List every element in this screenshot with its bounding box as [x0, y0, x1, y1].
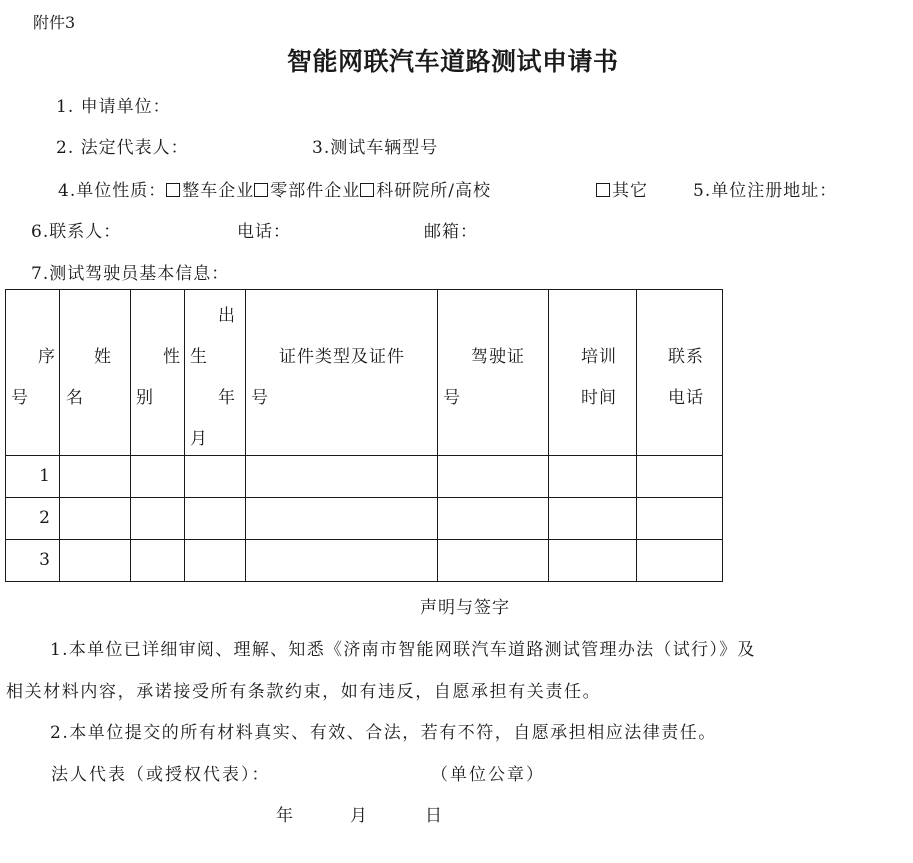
header-seq-line1: 序	[38, 347, 56, 367]
cell-phone[interactable]	[637, 456, 723, 498]
cell-id[interactable]	[246, 456, 438, 498]
header-gender-line1: 性	[163, 347, 181, 367]
header-id	[246, 290, 438, 456]
other-option	[596, 176, 648, 201]
driver-info-label: 7.测试驾驶员基本信息：	[31, 264, 230, 284]
cell-birth[interactable]	[185, 456, 246, 498]
header-seq	[6, 290, 60, 456]
row-number: 1	[39, 466, 51, 486]
table-header-row	[6, 290, 723, 456]
date-year: 年	[276, 806, 294, 826]
cell-gender[interactable]	[131, 498, 185, 540]
option-other: 其它	[612, 181, 648, 201]
cell-seq	[6, 456, 60, 498]
option-parts-enterprise: 零部件企业	[270, 181, 361, 201]
cell-id[interactable]	[246, 498, 438, 540]
document-title: 智能网联汽车道路测试申请书	[287, 47, 619, 76]
row-number: 3	[39, 550, 51, 570]
reg-address-label: 5.单位注册地址：	[693, 181, 838, 201]
attachment-label: 附件3	[33, 13, 76, 32]
declaration-heading: 声明与签字	[420, 598, 510, 618]
header-birth	[185, 290, 246, 456]
cell-license[interactable]	[438, 456, 549, 498]
cell-name[interactable]	[60, 498, 131, 540]
row-number: 2	[39, 508, 51, 528]
cell-gender[interactable]	[131, 456, 185, 498]
cell-birth[interactable]	[185, 540, 246, 582]
applicant-unit-label: 1. 申请单位：	[56, 97, 171, 117]
header-name	[60, 290, 131, 456]
table-row	[6, 498, 723, 540]
contact-label: 6.联系人：	[31, 222, 122, 242]
table-row	[6, 456, 723, 498]
header-id-line2: 号	[251, 388, 269, 408]
legal-sign-label: 法人代表（或授权代表）：	[51, 765, 271, 785]
header-training-line1: 培训	[581, 347, 617, 367]
cell-seq	[6, 540, 60, 582]
cell-training[interactable]	[549, 456, 637, 498]
header-license	[438, 290, 549, 456]
cell-training[interactable]	[549, 498, 637, 540]
cell-seq	[6, 498, 60, 540]
cell-license[interactable]	[438, 540, 549, 582]
header-gender-line2: 别	[136, 388, 154, 408]
cell-birth[interactable]	[185, 498, 246, 540]
header-name-line1: 姓	[94, 347, 112, 367]
header-phone-line2: 电话	[668, 388, 704, 408]
table-row	[6, 540, 723, 582]
declaration-para1-line1: 1.本单位已详细审阅、理解、知悉《济南市智能网联汽车道路测试管理办法（试行）》及	[50, 640, 756, 660]
cell-gender[interactable]	[131, 540, 185, 582]
checkbox-parts-enterprise[interactable]	[254, 183, 268, 197]
declaration-para1-line2: 相关材料内容，承诺接受所有条款约束，如有违反，自愿承担有关责任。	[6, 682, 602, 702]
header-name-line2: 名	[66, 388, 84, 408]
driver-info-table	[5, 289, 723, 582]
header-id-line1: 证件类型及证件	[279, 347, 405, 367]
checkbox-vehicle-enterprise[interactable]	[166, 183, 180, 197]
header-birth-line4: 月	[190, 429, 208, 449]
header-phone-line1: 联系	[668, 347, 704, 367]
header-training-line2: 时间	[581, 388, 617, 408]
header-birth-line2: 生	[190, 347, 208, 367]
header-training	[549, 290, 637, 456]
checkbox-research-institute[interactable]	[360, 183, 374, 197]
cell-name[interactable]	[60, 456, 131, 498]
vehicle-model-label: 3.测试车辆型号	[312, 138, 439, 158]
cell-license[interactable]	[438, 498, 549, 540]
header-gender	[131, 290, 185, 456]
cell-training[interactable]	[549, 540, 637, 582]
checkbox-other[interactable]	[596, 183, 610, 197]
date-month: 月	[350, 806, 368, 826]
cell-name[interactable]	[60, 540, 131, 582]
header-seq-line2: 号	[11, 388, 29, 408]
unit-seal-label: （单位公章）	[431, 765, 545, 785]
declaration-para2: 2.本单位提交的所有材料真实、有效、合法，若有不符，自愿承担相应法律责任。	[50, 723, 717, 743]
option-vehicle-enterprise: 整车企业	[182, 181, 255, 201]
header-birth-line1: 出	[218, 306, 236, 326]
cell-phone[interactable]	[637, 540, 723, 582]
unit-nature-row	[58, 176, 491, 201]
header-phone	[637, 290, 723, 456]
header-license-line1: 驾驶证	[471, 347, 525, 367]
header-license-line2: 号	[443, 388, 461, 408]
legal-rep-label: 2. 法定代表人：	[56, 138, 189, 158]
email-label: 邮箱：	[424, 222, 478, 242]
cell-phone[interactable]	[637, 498, 723, 540]
option-research-institute: 科研院所/高校	[376, 181, 491, 201]
header-birth-line3: 年	[218, 388, 236, 408]
date-day: 日	[425, 806, 443, 826]
cell-id[interactable]	[246, 540, 438, 582]
unit-nature-label: 4.单位性质：	[58, 181, 167, 201]
phone-label: 电话：	[237, 222, 291, 242]
